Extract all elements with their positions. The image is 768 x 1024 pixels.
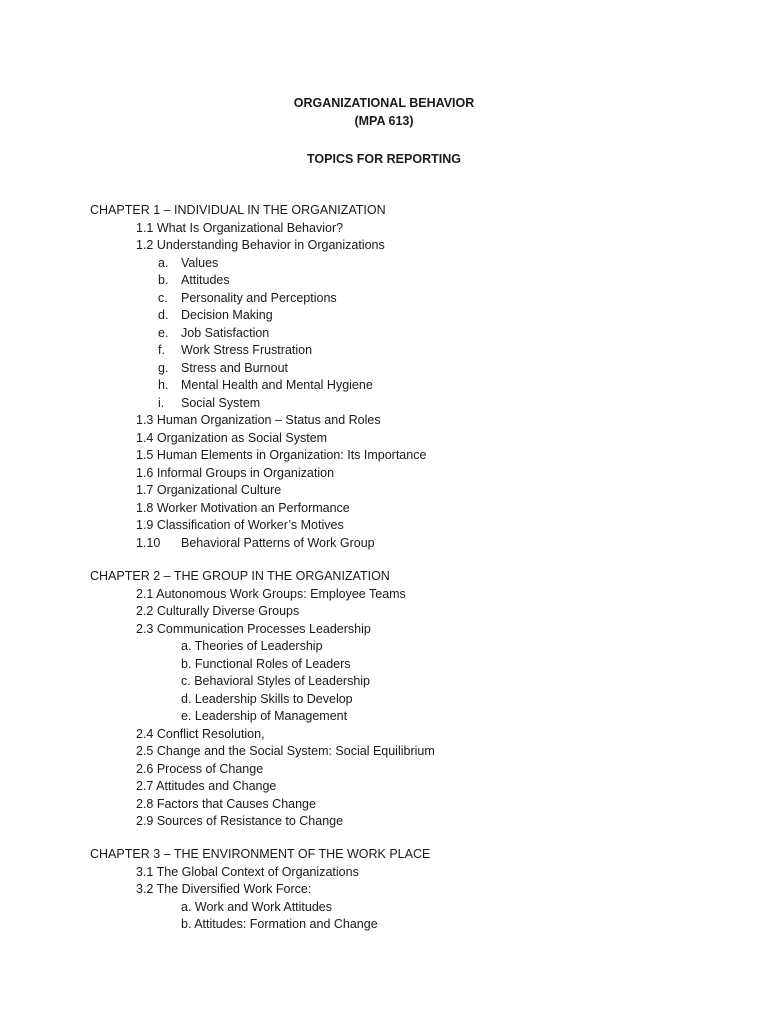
sub-item: g. Stress and Burnout	[158, 360, 289, 375]
section-item: 2.6 Process of Change	[136, 761, 264, 776]
document-subtitle: TOPICS FOR REPORTING	[307, 152, 461, 166]
course-code: (MPA 613)	[354, 114, 414, 128]
section-item: 2.2 Culturally Diverse Groups	[136, 604, 300, 618]
section-item: 1.1 What Is Organizational Behavior?	[136, 220, 344, 235]
chapter-heading: CHAPTER 2 – THE GROUP IN THE ORGANIZATION	[90, 569, 390, 583]
section-item: 2.1 Autonomous Work Groups: Employee Teams	[136, 586, 406, 601]
section-item: 2.7 Attitudes and Change	[136, 779, 277, 793]
sub-item: d. Leadership Skills to Develop	[181, 691, 353, 706]
sub-item: c. Behavioral Styles of Leadership	[181, 674, 370, 688]
section-item: 2.3 Communication Processes Leadership	[136, 621, 371, 636]
sub-item: f. Work Stress Frustration	[158, 343, 313, 357]
sub-item: a. Theories of Leadership	[181, 639, 323, 653]
section-item: 1.3 Human Organization – Status and Roles	[136, 413, 381, 427]
chapter-heading: CHAPTER 1 – INDIVIDUAL IN THE ORGANIZATION	[90, 203, 386, 217]
section-item: 1.9 Classification of Worker’s Motives	[136, 518, 344, 532]
sub-item: e. Job Satisfaction	[158, 325, 270, 340]
section-item: 1.7 Organizational Culture	[136, 483, 282, 497]
sub-item: b. Attitudes: Formation and Change	[181, 917, 378, 931]
document-title: ORGANIZATIONAL BEHAVIOR	[293, 96, 475, 110]
sub-item: d. Decision Making	[158, 308, 273, 322]
sub-item: c. Personality and Perceptions	[158, 290, 337, 305]
sub-item: b. Attitudes	[158, 273, 230, 287]
section-item: 1.5 Human Elements in Organization: Its Importance	[136, 448, 427, 462]
sub-item: h. Mental Health and Mental Hygiene	[158, 378, 373, 392]
title-block	[0, 94, 768, 130]
section-item: 1.10 Behavioral Patterns of Work Group	[136, 535, 375, 550]
sub-item: a. Values	[158, 255, 219, 270]
sub-item: i. Social System	[158, 395, 261, 410]
section-item: 2.9 Sources of Resistance to Change	[136, 814, 344, 828]
section-item: 2.4 Conflict Resolution,	[136, 726, 265, 741]
sub-item: b. Functional Roles of Leaders	[181, 656, 351, 671]
section-item: 3.2 The Diversified Work Force:	[136, 882, 312, 896]
section-item: 1.2 Understanding Behavior in Organizations	[136, 238, 385, 252]
sub-item: a. Work and Work Attitudes	[181, 899, 332, 914]
section-item: 2.8 Factors that Causes Change	[136, 796, 316, 811]
section-item: 2.5 Change and the Social System: Social Equilibrium	[136, 744, 435, 758]
sub-item: e. Leadership of Management	[181, 709, 348, 723]
chapter-heading: CHAPTER 3 – THE ENVIRONMENT OF THE WORK PLACE	[90, 847, 431, 861]
section-item: 1.4 Organization as Social System	[136, 430, 328, 445]
section-item: 1.8 Worker Motivation an Performance	[136, 500, 350, 515]
section-item: 3.1 The Global Context of Organizations	[136, 864, 359, 879]
section-item: 1.6 Informal Groups in Organization	[136, 465, 335, 480]
